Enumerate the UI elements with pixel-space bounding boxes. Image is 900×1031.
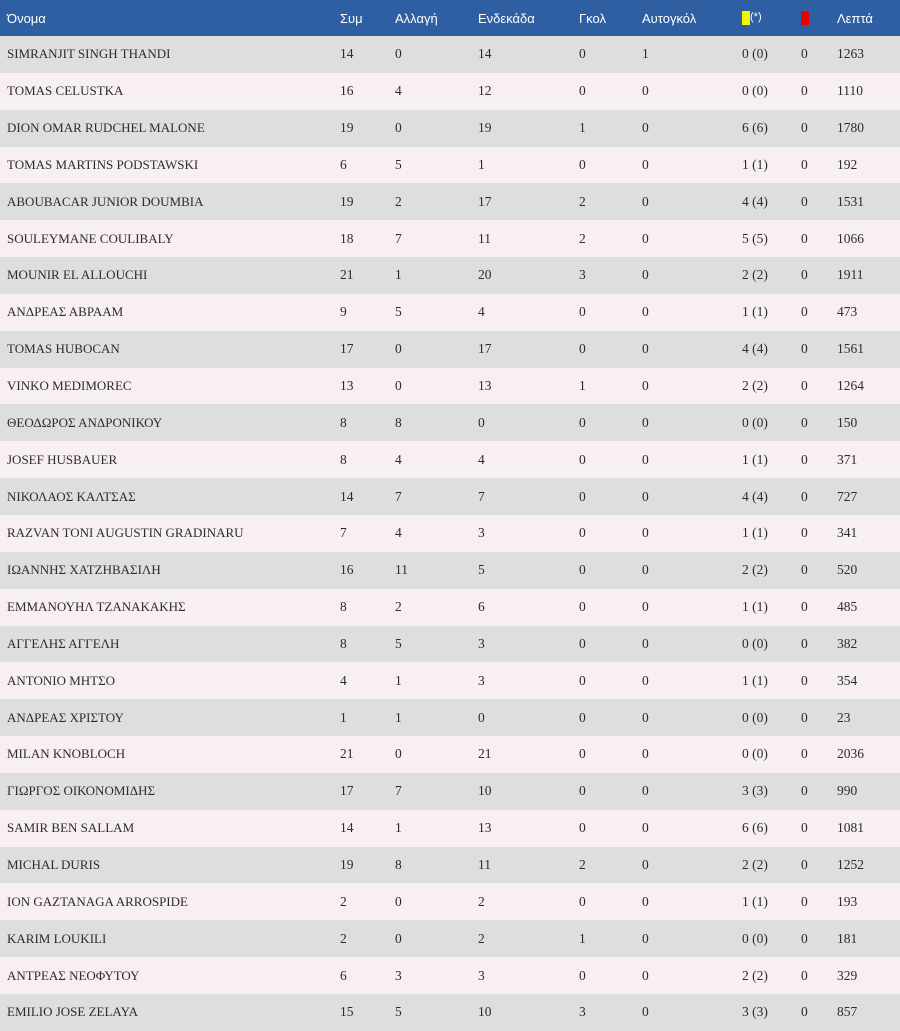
cell-name: ΕΜΜΑΝΟΥΗΛ ΤΖΑΝΑΚΑΚΗΣ [7,599,186,615]
cell-starts: 3 [478,525,485,541]
cell-yellow: 6 (6) [742,820,768,836]
cell-sub: 4 [395,525,402,541]
cell-name: SAMIR BEN SALLAM [7,820,135,836]
col-header-minutes[interactable]: Λεπτά [837,10,873,26]
cell-apps: 2 [340,930,347,946]
col-header-yellow[interactable] [742,0,801,36]
cell-goals: 3 [579,1004,586,1020]
cell-red: 0 [801,967,808,983]
cell-apps: 2 [340,893,347,909]
cell-yellow: 4 (4) [742,341,768,357]
cell-starts: 6 [478,599,485,615]
cell-minutes: 341 [837,525,858,541]
cell-starts: 0 [478,414,485,430]
cell-goals: 0 [579,820,586,836]
cell-own-goals: 0 [642,120,649,136]
cell-name: ION GAZTANAGA ARROSPIDE [7,893,188,909]
cell-yellow: 1 (1) [742,599,768,615]
cell-sub: 4 [395,83,402,99]
cell-goals: 0 [579,783,586,799]
cell-name: ΝΙΚΟΛΑΟΣ ΚΑΛΤΣΑΣ [7,488,136,504]
cell-starts: 12 [478,83,492,99]
cell-own-goals: 0 [642,304,649,320]
table-row [0,810,900,847]
cell-minutes: 473 [837,304,858,320]
cell-sub: 1 [395,820,402,836]
table-row [0,589,900,626]
cell-goals: 0 [579,599,586,615]
cell-starts: 2 [478,930,485,946]
cell-starts: 1 [478,156,485,172]
cell-goals: 0 [579,156,586,172]
cell-yellow: 5 (5) [742,230,768,246]
cell-yellow: 0 (0) [742,83,768,99]
cell-sub: 7 [395,488,402,504]
table-row [0,73,900,110]
table-row [0,478,900,515]
cell-goals: 0 [579,672,586,688]
cell-own-goals: 0 [642,341,649,357]
table-row [0,220,900,257]
cell-sub: 0 [395,930,402,946]
cell-goals: 0 [579,967,586,983]
cell-sub: 1 [395,709,402,725]
cell-yellow: 3 (3) [742,1004,768,1020]
cell-minutes: 1911 [837,267,864,283]
col-header-own-goals[interactable]: Αυτογκόλ [642,10,697,26]
cell-goals: 0 [579,746,586,762]
table-row [0,552,900,589]
cell-own-goals: 0 [642,156,649,172]
cell-minutes: 1263 [837,46,864,62]
cell-sub: 5 [395,635,402,651]
cell-sub: 8 [395,414,402,430]
cell-yellow: 1 (1) [742,893,768,909]
cell-apps: 17 [340,783,354,799]
cell-apps: 16 [340,562,354,578]
cell-starts: 2 [478,893,485,909]
table-row [0,736,900,773]
cell-yellow: 2 (2) [742,967,768,983]
cell-own-goals: 0 [642,1004,649,1020]
cell-starts: 17 [478,341,492,357]
cell-red: 0 [801,635,808,651]
cell-goals: 0 [579,893,586,909]
cell-apps: 21 [340,746,354,762]
cell-name: VINKO MEDIMOREC [7,378,132,394]
cell-name: ΙΩΑΝΝΗΣ ΧΑΤΖΗΒΑΣΙΛΗ [7,562,161,578]
table-row [0,331,900,368]
cell-goals: 0 [579,414,586,430]
cell-goals: 0 [579,562,586,578]
cell-goals: 0 [579,46,586,62]
cell-starts: 10 [478,783,492,799]
cell-yellow: 0 (0) [742,930,768,946]
cell-sub: 1 [395,672,402,688]
cell-own-goals: 0 [642,820,649,836]
cell-name: ΑΝΤΟΝΙΟ ΜΗΤΣΟ [7,672,116,688]
cell-apps: 6 [340,967,347,983]
cell-starts: 3 [478,635,485,651]
cell-minutes: 382 [837,635,858,651]
table-row [0,441,900,478]
col-header-apps[interactable]: Συμ [340,10,363,26]
cell-sub: 7 [395,230,402,246]
cell-minutes: 1531 [837,193,864,209]
cell-own-goals: 0 [642,267,649,283]
cell-goals: 0 [579,83,586,99]
cell-own-goals: 0 [642,193,649,209]
cell-name: TOMAS HUBOCAN [7,341,120,357]
cell-red: 0 [801,672,808,688]
cell-minutes: 727 [837,488,858,504]
cell-sub: 0 [395,46,402,62]
cell-sub: 4 [395,451,402,467]
cell-minutes: 329 [837,967,858,983]
cell-minutes: 354 [837,672,858,688]
cell-yellow: 0 (0) [742,746,768,762]
cell-name: MOUNIR EL ALLOUCHI [7,267,148,283]
table-row [0,183,900,220]
cell-name: SOULEYMANE COULIBALY [7,230,174,246]
cell-name: DION OMAR RUDCHEL MALONE [7,120,205,136]
cell-apps: 21 [340,267,354,283]
cell-minutes: 1780 [837,120,864,136]
cell-name: ΓΙΩΡΓΟΣ ΟΙΚΟΝΟΜΙΔΗΣ [7,783,156,799]
cell-name: MILAN KNOBLOCH [7,746,126,762]
cell-name: RAZVAN TONI AUGUSTIN GRADINARU [7,525,244,541]
cell-minutes: 2036 [837,746,864,762]
cell-apps: 19 [340,120,354,136]
table-row [0,626,900,663]
cell-minutes: 1066 [837,230,864,246]
cell-name: ΑΝΤΡΕΑΣ ΝΕΟΦΥΤΟΥ [7,967,140,983]
cell-own-goals: 0 [642,893,649,909]
cell-sub: 0 [395,893,402,909]
table-row [0,699,900,736]
cell-yellow: 2 (2) [742,378,768,394]
cell-name: EMILIO JOSE ZELAYA [7,1004,138,1020]
cell-apps: 8 [340,451,347,467]
table-row [0,257,900,294]
cell-apps: 16 [340,83,354,99]
cell-starts: 11 [478,856,491,872]
cell-goals: 0 [579,635,586,651]
cell-own-goals: 0 [642,230,649,246]
cell-name: ABOUBACAR JUNIOR DOUMBIA [7,193,204,209]
cell-name: TOMAS CELUSTKA [7,83,124,99]
cell-own-goals: 0 [642,930,649,946]
cell-starts: 13 [478,378,492,394]
cell-apps: 19 [340,856,354,872]
table-header-row [0,0,900,36]
col-header-red[interactable] [801,0,837,36]
cell-apps: 4 [340,672,347,688]
cell-red: 0 [801,341,808,357]
cell-sub: 2 [395,599,402,615]
cell-own-goals: 0 [642,414,649,430]
col-header-sub[interactable]: Αλλαγή [395,10,438,26]
cell-starts: 14 [478,46,492,62]
cell-name: ΑΝΔΡΕΑΣ ΧΡΙΣΤΟΥ [7,709,124,725]
cell-red: 0 [801,83,808,99]
cell-apps: 8 [340,635,347,651]
cell-yellow: 1 (1) [742,672,768,688]
cell-yellow: 2 (2) [742,562,768,578]
cell-own-goals: 0 [642,451,649,467]
cell-red: 0 [801,783,808,799]
cell-own-goals: 0 [642,967,649,983]
cell-yellow: 1 (1) [742,525,768,541]
cell-minutes: 23 [837,709,851,725]
cell-red: 0 [801,193,808,209]
table-row [0,36,900,73]
cell-apps: 17 [340,341,354,357]
cell-goals: 3 [579,267,586,283]
table-row [0,847,900,884]
cell-goals: 0 [579,709,586,725]
cell-minutes: 857 [837,1004,858,1020]
table-row [0,662,900,699]
cell-goals: 0 [579,304,586,320]
cell-minutes: 193 [837,893,858,909]
cell-sub: 2 [395,193,402,209]
cell-apps: 14 [340,820,354,836]
cell-sub: 0 [395,341,402,357]
cell-red: 0 [801,599,808,615]
cell-goals: 2 [579,193,586,209]
cell-starts: 17 [478,193,492,209]
cell-yellow: 0 (0) [742,709,768,725]
cell-sub: 5 [395,1004,402,1020]
cell-starts: 13 [478,820,492,836]
cell-own-goals: 0 [642,746,649,762]
cell-name: KARIM LOUKILI [7,930,107,946]
cell-sub: 3 [395,967,402,983]
cell-sub: 11 [395,562,408,578]
cell-minutes: 371 [837,451,858,467]
cell-name: TOMAS MARTINS PODSTAWSKI [7,156,199,172]
cell-starts: 3 [478,672,485,688]
cell-sub: 8 [395,856,402,872]
cell-goals: 1 [579,120,586,136]
cell-minutes: 192 [837,156,858,172]
cell-minutes: 990 [837,783,858,799]
cell-goals: 0 [579,451,586,467]
col-header-starts[interactable]: Ενδεκάδα [478,10,535,26]
cell-yellow: 3 (3) [742,783,768,799]
cell-apps: 1 [340,709,347,725]
cell-own-goals: 0 [642,599,649,615]
cell-minutes: 485 [837,599,858,615]
table-row [0,957,900,994]
cell-yellow: 4 (4) [742,488,768,504]
cell-red: 0 [801,120,808,136]
cell-own-goals: 0 [642,709,649,725]
cell-name: MICHAL DURIS [7,856,101,872]
cell-own-goals: 0 [642,488,649,504]
cell-minutes: 1110 [837,83,863,99]
cell-red: 0 [801,856,808,872]
table-row [0,883,900,920]
table-row [0,368,900,405]
cell-name: JOSEF HUSBAUER [7,451,118,467]
cell-apps: 7 [340,525,347,541]
cell-yellow: 1 (1) [742,304,768,320]
cell-apps: 13 [340,378,354,394]
table-row [0,773,900,810]
cell-own-goals: 0 [642,672,649,688]
red-card-icon [801,11,809,25]
cell-goals: 0 [579,341,586,357]
cell-red: 0 [801,746,808,762]
cell-goals: 2 [579,230,586,246]
cell-apps: 8 [340,414,347,430]
cell-yellow: 0 (0) [742,414,768,430]
cell-own-goals: 0 [642,378,649,394]
cell-own-goals: 0 [642,83,649,99]
cell-goals: 1 [579,378,586,394]
cell-sub: 5 [395,156,402,172]
cell-apps: 15 [340,1004,354,1020]
table-row [0,404,900,441]
col-header-goals[interactable]: Γκολ [579,10,606,26]
cell-yellow: 1 (1) [742,156,768,172]
cell-own-goals: 1 [642,46,649,62]
table-row [0,515,900,552]
cell-starts: 20 [478,267,492,283]
cell-name: ΑΝΔΡΕΑΣ ΑΒΡΑΑΜ [7,304,124,320]
cell-minutes: 181 [837,930,858,946]
cell-minutes: 1081 [837,820,864,836]
cell-red: 0 [801,820,808,836]
cell-own-goals: 0 [642,635,649,651]
cell-goals: 2 [579,856,586,872]
cell-yellow: 2 (2) [742,856,768,872]
table-row [0,294,900,331]
cell-own-goals: 0 [642,856,649,872]
cell-minutes: 1561 [837,341,864,357]
cell-red: 0 [801,156,808,172]
cell-starts: 4 [478,451,485,467]
cell-starts: 0 [478,709,485,725]
cell-sub: 0 [395,378,402,394]
cell-yellow: 1 (1) [742,451,768,467]
cell-starts: 10 [478,1004,492,1020]
cell-sub: 0 [395,120,402,136]
cell-sub: 7 [395,783,402,799]
cell-red: 0 [801,304,808,320]
cell-yellow: 0 (0) [742,635,768,651]
table-row [0,994,900,1031]
col-header-name[interactable]: Όνομα [7,10,46,26]
cell-starts: 19 [478,120,492,136]
cell-minutes: 1264 [837,378,864,394]
cell-minutes: 1252 [837,856,864,872]
cell-red: 0 [801,893,808,909]
cell-red: 0 [801,230,808,246]
cell-red: 0 [801,1004,808,1020]
cell-red: 0 [801,46,808,62]
yellow-suffix: (*) [750,10,762,23]
cell-minutes: 520 [837,562,858,578]
cell-red: 0 [801,709,808,725]
cell-yellow: 0 (0) [742,46,768,62]
cell-red: 0 [801,488,808,504]
cell-apps: 8 [340,599,347,615]
cell-red: 0 [801,525,808,541]
cell-starts: 21 [478,746,492,762]
cell-own-goals: 0 [642,525,649,541]
cell-starts: 4 [478,304,485,320]
cell-red: 0 [801,451,808,467]
cell-name: ΑΓΓΕΛΗΣ ΑΓΓΕΛΗ [7,635,120,651]
cell-goals: 0 [579,488,586,504]
yellow-card-icon [742,11,750,25]
cell-red: 0 [801,267,808,283]
cell-own-goals: 0 [642,562,649,578]
cell-apps: 14 [340,488,354,504]
cell-yellow: 6 (6) [742,120,768,136]
cell-apps: 9 [340,304,347,320]
cell-minutes: 150 [837,414,858,430]
cell-goals: 0 [579,525,586,541]
cell-red: 0 [801,378,808,394]
cell-apps: 19 [340,193,354,209]
cell-starts: 11 [478,230,491,246]
table-row [0,147,900,184]
cell-red: 0 [801,930,808,946]
cell-apps: 14 [340,46,354,62]
cell-sub: 5 [395,304,402,320]
table-row [0,920,900,957]
cell-yellow: 2 (2) [742,267,768,283]
cell-sub: 0 [395,746,402,762]
cell-yellow: 4 (4) [742,193,768,209]
cell-starts: 3 [478,967,485,983]
cell-goals: 1 [579,930,586,946]
cell-starts: 5 [478,562,485,578]
cell-red: 0 [801,562,808,578]
cell-red: 0 [801,414,808,430]
cell-sub: 1 [395,267,402,283]
cell-name: ΘΕΟΔΩΡΟΣ ΑΝΔΡΟΝΙΚΟΥ [7,414,163,430]
cell-apps: 18 [340,230,354,246]
table-row [0,110,900,147]
cell-own-goals: 0 [642,783,649,799]
cell-starts: 7 [478,488,485,504]
cell-apps: 6 [340,156,347,172]
cell-name: SIMRANJIT SINGH THANDI [7,46,171,62]
